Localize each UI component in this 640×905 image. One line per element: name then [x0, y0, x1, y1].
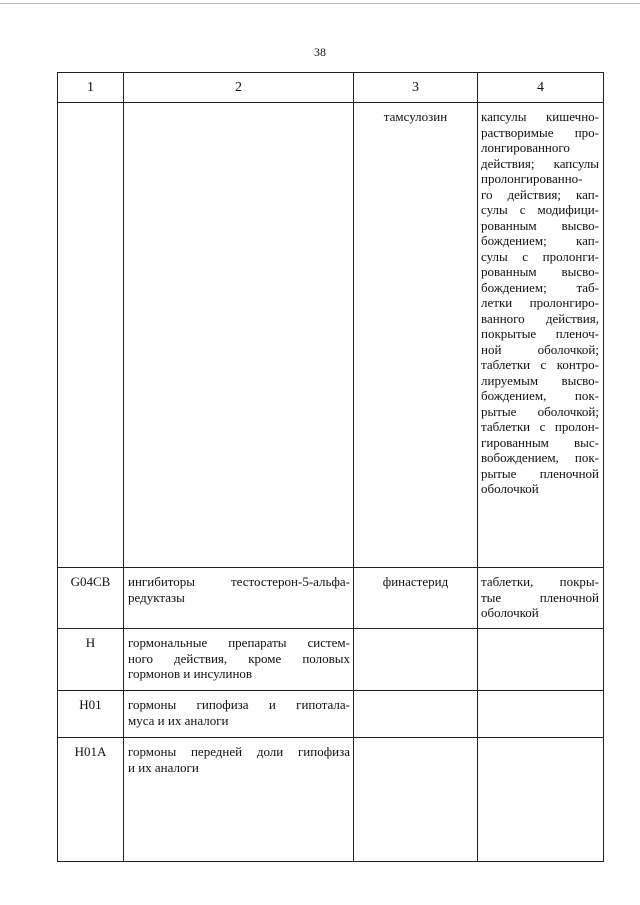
group-name-line: гормоны передней доли гипофиза — [128, 744, 350, 759]
dosage-form-line: лируемым высво- — [481, 372, 599, 388]
dosage-form-line: рытые пленочной — [481, 465, 599, 481]
table-row — [58, 103, 604, 568]
dosage-forms-cell — [478, 738, 604, 862]
dosage-form-line: рытые оболочкой; — [481, 403, 599, 419]
group-name-line: гормоны гипофиза и гипотала- — [128, 697, 350, 712]
dosage-form-line: вобождением, пок- — [481, 450, 599, 465]
group-name-line: ингибиторы тестостерон-5-альфа- — [128, 574, 350, 589]
group-name-line: ного действия, кроме половых — [128, 650, 350, 666]
table-row — [58, 691, 604, 738]
dosage-form-line: ной оболочкой; — [481, 341, 599, 357]
dosage-form-line: действия; капсулы — [481, 155, 599, 171]
dosage-form-line: рованным высво- — [481, 217, 599, 233]
dosage-form-line: пролонгированно- — [481, 171, 583, 186]
dosage-forms-cell — [478, 103, 604, 568]
page-number: 38 — [314, 45, 326, 59]
group-name-cell — [124, 738, 354, 862]
atc-code-cell — [58, 568, 124, 629]
dosage-form-line: таблетки с контро- — [481, 357, 599, 372]
atc-code: H01A — [74, 744, 107, 759]
dosage-form-line: летки пролонгиро- — [481, 295, 599, 310]
table-row — [58, 738, 604, 862]
group-name-cell — [124, 103, 354, 568]
group-name-line: и их аналоги — [128, 759, 199, 775]
substance-cell — [354, 568, 478, 629]
group-name-cell — [124, 629, 354, 691]
group-name-line: муса и их аналоги — [128, 712, 229, 728]
dosage-form-line: капсулы кишечно- — [481, 109, 599, 124]
group-name-cell — [124, 691, 354, 738]
dosage-form-line: оболочкой — [481, 481, 539, 496]
atc-code: H01 — [79, 697, 102, 712]
drug-table — [57, 72, 604, 862]
table-row — [58, 629, 604, 691]
group-name-line: редуктазы — [128, 589, 185, 605]
substance-cell — [354, 738, 478, 862]
dosage-form-line: го действия; кап- — [481, 186, 599, 202]
column-header: 3 — [354, 73, 478, 103]
atc-code-cell — [58, 103, 124, 568]
substance-name: финастерид — [382, 574, 449, 589]
dosage-form-line: оболочкой — [481, 605, 539, 620]
dosage-form-line: бождением, пок- — [481, 388, 599, 403]
dosage-form-line: тые пленочной — [481, 589, 599, 605]
dosage-forms-cell — [478, 691, 604, 738]
top-border-line — [0, 3, 640, 4]
table-row — [58, 568, 604, 629]
atc-code: G04CB — [70, 574, 111, 589]
atc-code: H — [85, 635, 96, 650]
substance-cell — [354, 103, 478, 568]
dosage-form-line: рованным высво- — [481, 264, 599, 279]
dosage-form-line: таблетки, покры- — [481, 574, 599, 589]
group-name-cell — [124, 568, 354, 629]
dosage-forms-cell — [478, 568, 604, 629]
dosage-form-line: растворимые про- — [481, 124, 599, 140]
dosage-form-line: покрытые пленоч- — [481, 326, 599, 341]
dosage-form-line: гированным выс- — [481, 434, 599, 450]
column-header: 2 — [124, 73, 354, 103]
dosage-form-line: лонгированного — [481, 140, 570, 155]
table-header-row — [58, 73, 604, 103]
dosage-form-line: бождением; таб- — [481, 279, 599, 295]
dosage-form-line: таблетки с пролон- — [481, 419, 599, 434]
substance-cell — [354, 629, 478, 691]
dosage-form-line: ванного действия, — [481, 310, 599, 326]
dosage-form-line: сулы с пролонги- — [481, 248, 599, 264]
column-header: 4 — [478, 73, 604, 103]
substance-cell — [354, 691, 478, 738]
group-name-line: гормонов и инсулинов — [128, 666, 253, 681]
substance-name: тамсулозин — [383, 109, 448, 124]
group-name-line: гормональные препараты систем- — [128, 635, 350, 650]
atc-code-cell — [58, 629, 124, 691]
atc-code-cell — [58, 691, 124, 738]
dosage-form-line: сулы с модифици- — [481, 202, 599, 217]
dosage-forms-cell — [478, 629, 604, 691]
atc-code-cell — [58, 738, 124, 862]
dosage-form-line: бождением; кап- — [481, 233, 599, 248]
column-header: 1 — [58, 73, 124, 103]
